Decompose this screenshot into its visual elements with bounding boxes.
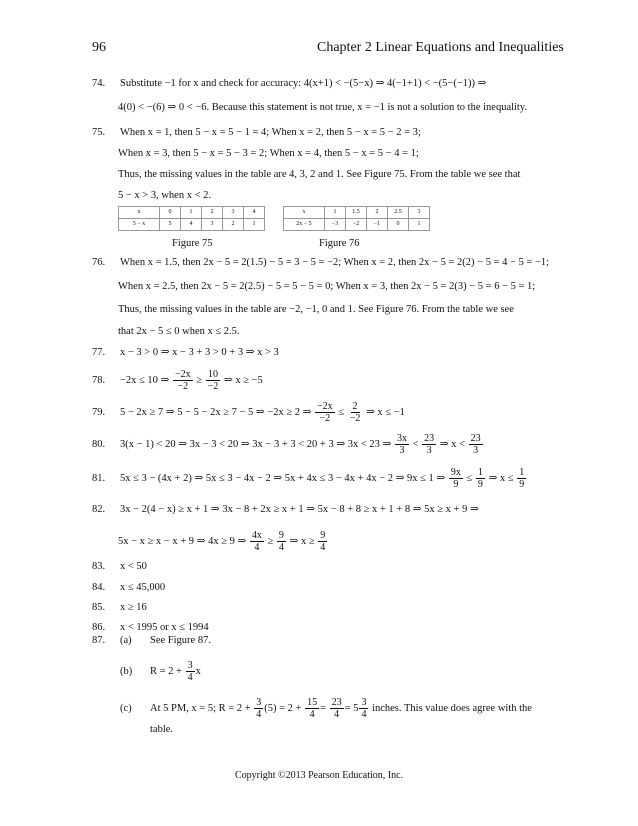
fraction	[254, 697, 263, 720]
table-row	[119, 219, 265, 231]
problem-79-result: ⇒ x ≤ −1	[365, 406, 405, 418]
table-cell: 2	[223, 219, 244, 231]
problem-76-text-2: When x = 2.5, then 2x − 5 = 2(2.5) − 5 = 5 − 5 = 0; When x = 3, then 2x − 5 = 2(3) − 5 = 6 − 5 = 1;	[118, 281, 536, 292]
problem-80-text: 3(x − 1) < 20 ⇒ 3x − 3 < 20 ⇒ 3x − 3 + 3 < 20 + 3 ⇒ 3x < 23 ⇒	[120, 438, 392, 450]
problem-76-number: 76.	[92, 257, 106, 268]
problem-80	[92, 433, 484, 456]
problem-78	[92, 369, 263, 392]
fraction	[173, 369, 193, 392]
table-cell: 1.5	[346, 207, 367, 219]
table-cell: 1	[325, 207, 346, 219]
part-b-variable: x	[195, 665, 201, 677]
problem-77	[92, 346, 279, 360]
table-cell: x	[119, 207, 160, 219]
denominator: −2	[177, 381, 189, 392]
numerator: −2x	[317, 401, 333, 412]
numerator: 23	[470, 433, 481, 444]
numerator: 4x	[251, 530, 262, 541]
problem-87-a	[92, 634, 211, 648]
denominator: 4	[309, 709, 315, 720]
problem-83	[92, 560, 147, 574]
denominator: −2	[349, 413, 361, 424]
part-b-label: (b)	[120, 665, 133, 677]
table-row	[119, 207, 265, 219]
denominator: 4	[187, 672, 193, 683]
problem-75-text-3: Thus, the missing values in the table are 4, 3, 2 and 1. See Figure 75. From the table we see that	[118, 169, 521, 180]
numerator: 3	[361, 697, 367, 708]
problem-87-number: 87.	[92, 635, 106, 646]
problem-85	[92, 601, 147, 615]
table-cell: 3	[202, 219, 223, 231]
problem-82-text-1: 3x − 2(4 − x) ≥ x + 1 ⇒ 3x − 8 + 2x ≥ x + 1 ⇒ 5x − 8 + 8 ≥ x + 1 + 8 ⇒ 5x ≥ x + 9 ⇒	[120, 504, 479, 515]
relation-symbol: ≥	[196, 374, 203, 386]
fraction	[517, 467, 526, 490]
numerator: 2	[352, 401, 358, 412]
problem-87-c	[120, 697, 532, 720]
table-cell: x	[284, 207, 325, 219]
part-c-step: = 5	[344, 702, 359, 714]
problem-78-text: −2x ≤ 10 ⇒	[120, 374, 170, 386]
table-cell: 4	[244, 207, 265, 219]
problem-82-result: ⇒ x ≥	[289, 535, 315, 547]
denominator: 4	[254, 542, 260, 553]
table-cell: 2.5	[388, 207, 409, 219]
problem-78-result: ⇒ x ≥ −5	[223, 374, 263, 386]
denominator: −2	[319, 413, 331, 424]
fraction	[422, 433, 436, 456]
fraction	[277, 530, 286, 553]
fraction	[305, 697, 319, 720]
problem-82-number: 82.	[92, 504, 106, 515]
problem-75-text-4: 5 − x > 3, when x < 2.	[118, 190, 212, 201]
problem-75-text-2: When x = 3, then 5 − x = 5 − 3 = 2; When x = 4, then 5 − x = 5 − 4 = 1;	[118, 148, 419, 159]
problem-85-text: x ≥ 16	[120, 602, 147, 613]
table-cell: −3	[325, 219, 346, 231]
table-row	[284, 219, 430, 231]
problem-84-number: 84.	[92, 582, 106, 593]
chapter-title: Chapter 2 Linear Equations and Inequalities	[317, 40, 564, 55]
problem-86-number: 86.	[92, 622, 106, 633]
problem-82-text-2: 5x − x ≥ x − x + 9 ⇒ 4x ≥ 9 ⇒	[118, 535, 247, 547]
part-c-step: (5) = 2 +	[264, 702, 302, 714]
figure-75-table	[118, 206, 265, 231]
denominator: 9	[453, 479, 459, 490]
table-cell: 1	[181, 207, 202, 219]
problem-83-text: x < 50	[120, 561, 147, 572]
part-c-conclusion-line-2: table.	[150, 724, 174, 735]
problem-76-text-3: Thus, the missing values in the table are −2, −1, 0 and 1. See Figure 76. From the table we see	[118, 304, 514, 315]
numerator: 3	[187, 660, 193, 671]
numerator: 9x	[450, 467, 461, 478]
fraction	[359, 697, 368, 720]
fraction	[250, 530, 264, 553]
problem-82-line-2	[118, 530, 328, 553]
part-a-label: (a)	[120, 635, 132, 646]
denominator: 9	[519, 479, 525, 490]
problem-87-b	[120, 660, 201, 683]
part-a-text: See Figure 87.	[150, 635, 211, 646]
problem-78-number: 78.	[92, 374, 106, 386]
problem-81-number: 81.	[92, 472, 106, 484]
problem-80-number: 80.	[92, 438, 106, 450]
problem-75-text-1: When x = 1, then 5 − x = 5 − 1 = 4; When x = 2, then 5 − x = 5 − 2 = 3;	[120, 127, 421, 138]
problem-86	[92, 621, 209, 635]
copyright-footer: Copyright ©2013 Pearson Education, Inc.	[234, 770, 404, 781]
problem-85-number: 85.	[92, 602, 106, 613]
table-cell: 5 − x	[119, 219, 160, 231]
problem-80-result: ⇒ x <	[439, 438, 466, 450]
numerator: 10	[207, 369, 218, 380]
numerator: 23	[424, 433, 435, 444]
part-c-label: (c)	[120, 702, 132, 714]
relation-symbol: ≤	[338, 406, 345, 418]
problem-77-number: 77.	[92, 347, 106, 358]
problem-76-line-1	[92, 256, 549, 270]
fraction	[315, 401, 335, 424]
table-cell: 0	[160, 207, 181, 219]
fraction	[449, 467, 463, 490]
problem-76-text-1: When x = 1.5, then 2x − 5 = 2(1.5) − 5 = 3 − 5 = −2; When x = 2, then 2x − 5 = 2(2) − 5 = 4 − 5 = −1;	[120, 257, 550, 268]
numerator: 3	[256, 697, 262, 708]
table-cell: 2	[367, 207, 388, 219]
relation-symbol: ≥	[267, 535, 274, 547]
numerator: 15	[307, 697, 318, 708]
numerator: 3x	[396, 433, 407, 444]
problem-76-text-4: that 2x − 5 ≤ 0 when x ≤ 2.5.	[118, 326, 240, 337]
table-cell: 1	[244, 219, 265, 231]
table-cell: −2	[346, 219, 367, 231]
denominator: −2	[207, 381, 219, 392]
denominator: 4	[278, 542, 284, 553]
numerator: −2x	[174, 369, 191, 380]
denominator: 9	[477, 479, 483, 490]
denominator: 4	[256, 709, 262, 720]
problem-84	[92, 581, 165, 595]
part-c-conclusion: inches. This value does agree with the	[372, 702, 532, 714]
problem-74-line-1	[92, 77, 486, 91]
denominator: 3	[426, 445, 432, 456]
problem-79-number: 79.	[92, 406, 106, 418]
fraction	[395, 433, 409, 456]
table-cell: 3	[409, 207, 430, 219]
fraction	[186, 660, 195, 683]
problem-79	[92, 401, 405, 424]
table-cell: 5	[160, 219, 181, 231]
problem-74-text-2: 4(0) < −(6) ⇒ 0 < −6. Because this statement is not true, x = −1 is not a solution to the inequality.	[118, 102, 528, 113]
figure-76-caption: Figure 76	[319, 238, 360, 249]
problem-79-text: 5 − 2x ≥ 7 ⇒ 5 − 5 − 2x ≥ 7 − 5 ⇒ −2x ≥ 2 ⇒	[120, 406, 312, 418]
fraction	[330, 697, 344, 720]
figure-76-table	[283, 206, 430, 231]
part-c-text: At 5 PM, x = 5; R = 2 +	[150, 702, 251, 714]
problem-81-text: 5x ≤ 3 − (4x + 2) ⇒ 5x ≤ 3 − 4x − 2 ⇒ 5x + 4x ≤ 3 − 4x + 4x − 2 ⇒ 9x ≤ 1 ⇒	[120, 472, 446, 484]
fraction	[206, 369, 221, 392]
fraction	[469, 433, 483, 456]
problem-81-result: ⇒ x ≤	[488, 472, 514, 484]
table-cell: 4	[181, 219, 202, 231]
fraction	[318, 530, 327, 553]
table-cell: 1	[409, 219, 430, 231]
numerator: 1	[477, 467, 483, 478]
relation-symbol: ≤	[466, 472, 473, 484]
problem-84-text: x ≤ 45,000	[120, 582, 166, 593]
figure-75-caption: Figure 75	[172, 238, 213, 249]
problem-74-number: 74.	[92, 78, 106, 89]
problem-75-number: 75.	[92, 127, 106, 138]
table-cell: −1	[367, 219, 388, 231]
problem-75-line-1	[92, 126, 421, 140]
problem-77-text: x − 3 > 0 ⇒ x − 3 + 3 > 0 + 3 ⇒ x > 3	[120, 347, 279, 358]
table-cell: 2x − 5	[284, 219, 325, 231]
relation-symbol: <	[412, 438, 419, 450]
numerator: 1	[519, 467, 525, 478]
numerator: 9	[278, 530, 284, 541]
part-c-step: =	[320, 702, 327, 714]
table-cell: 0	[388, 219, 409, 231]
problem-74-text-1: Substitute −1 for x and check for accuracy: 4(x+1) < −(5−x) ⇒ 4(−1+1) < −(5−(−1)) ⇒	[120, 78, 487, 89]
page-number: 96	[92, 40, 106, 55]
fraction	[476, 467, 485, 490]
table-cell: 2	[202, 207, 223, 219]
part-b-text: R = 2 +	[150, 665, 182, 677]
denominator: 4	[361, 709, 367, 720]
problem-86-text: x < 1995 or x ≤ 1994	[120, 622, 209, 633]
denominator: 3	[473, 445, 479, 456]
table-row	[284, 207, 430, 219]
denominator: 4	[320, 542, 326, 553]
denominator: 4	[334, 709, 340, 720]
denominator: 3	[399, 445, 405, 456]
fraction	[348, 401, 363, 424]
problem-82-line-1	[92, 503, 479, 517]
problem-83-number: 83.	[92, 561, 106, 572]
table-cell: 3	[223, 207, 244, 219]
numerator: 9	[320, 530, 326, 541]
problem-81	[92, 467, 527, 490]
numerator: 23	[331, 697, 342, 708]
